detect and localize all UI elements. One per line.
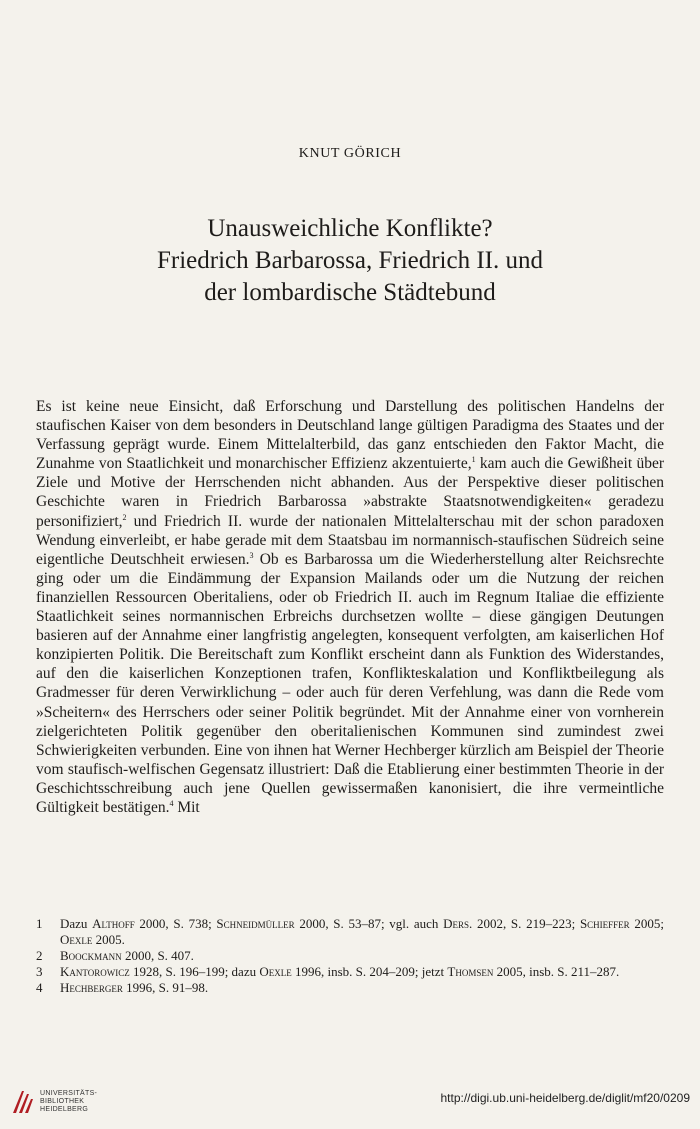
footnote-number: 2 — [36, 948, 43, 963]
citation-text: 2000, S. 738; — [134, 916, 217, 931]
footnote-text — [60, 948, 664, 964]
footnote-ref-1[interactable]: 1 — [471, 455, 476, 465]
citation-text: 2005, insb. S. 211–287. — [493, 964, 620, 979]
title-line-3: der lombardische Städtebund — [204, 279, 496, 306]
footnote-ref-3[interactable]: 3 — [249, 550, 254, 560]
title-line-2: Friedrich Barbarossa, Friedrich II. und — [157, 247, 543, 274]
footnote-number: 1 — [36, 916, 43, 931]
logo-line-3: HEIDELBERG — [40, 1106, 89, 1113]
paragraph — [36, 397, 664, 817]
logo-line-2: BIBLIOTHEK — [40, 1098, 85, 1105]
text-segment: Es ist keine neue Einsicht, daß Erforschung und Darstellung des politischen Handelns der staufischen Kaiser von dem besonders in Deutschland lange gültigen Paradigma des Staates und der Verfassung geprägt wurde. Einem Mittelalterbild, das ganz entschieden den Faktor Macht, die Zunahme von Staatlichkeit und monarchischer Effizienz akzentuierte, — [36, 398, 664, 473]
citation-text: 1996, insb. S. 204–209; jetzt — [291, 964, 448, 979]
footnote-3 — [36, 964, 664, 980]
citation-author: Schneidmüller — [216, 916, 295, 931]
footnote-4 — [36, 980, 664, 996]
citation-text: 2002, S. 219–223; — [472, 916, 580, 931]
citation-text: 2000, S. 407. — [121, 948, 194, 963]
citation-author: Kantorowicz — [60, 964, 130, 979]
library-emblem-icon — [10, 1089, 34, 1115]
citation-author: Althoff — [92, 916, 135, 931]
citation-author: Oexle — [259, 964, 292, 979]
citation-author: Ders. — [443, 916, 473, 931]
source-url[interactable]: http://digi.ub.uni-heidelberg.de/diglit/mf20/0209 — [440, 1091, 690, 1105]
library-logo[interactable] — [10, 1089, 97, 1115]
text-segment: Ob es Barbarossa um die Wiederherstellung alter Reichsrechte ging oder um die Eindämmung der Expansion Mailands oder um die Nutzung der reichen finanziellen Ressourcen Oberitaliens, oder ob Friedrich II. auch im Regnum Italiae die effiziente Staatlichkeit seines normannischen Erbreichs durchsetzen wollte – diese gängigen Deutungen basieren auf der Annahme einer langfristig angelegten, konsequent verfolgten, am kaiserlichen Hof konzipierten Politik. Die Bereitschaft zum Konflikt erscheint dann als Funktion des Widerstandes, auf den die kaiserlichen Konzeptionen trafen, Konflikteskalation und Konfliktbeilegung als Gradmesser für deren Verwirklichung – oder auch für deren Verfehlung, was dann die Rede vom »Scheitern« des Herrschers oder seiner Politik begründet. Mit der Annahme einer von vornherein zielgerichteten Politik gegenüber den oberitalienischen Kommunen sind zumindest zwei Schwierigkeiten verbunden. Eine von ihnen hat Werner Hechberger kürzlich am Beispiel der Theorie vom staufisch-welfischen Gegensatz illustriert: Daß die Etablierung einer bestimmten Theorie in der Geschichtsschreibung auch jene Quellen gewissermaßen kanonisiert, die ihre vermeintliche Gültigkeit bestätigen. — [36, 550, 664, 816]
footnote-text — [60, 964, 664, 980]
footnote-number: 4 — [36, 980, 43, 995]
footnote-2 — [36, 948, 664, 964]
title-line-1: Unausweichliche Konflikte? — [207, 215, 493, 242]
text-segment: und Friedrich II. wurde der nationalen Mittelalterschau mit der schon paradoxen Wendung einverleibt, er habe gerade mit dem Staatsbau im normannisch-staufischen Südreich seine eigentliche Deutschheit erwiesen. — [36, 512, 664, 568]
library-name — [40, 1090, 97, 1114]
footnote-number: 3 — [36, 964, 43, 979]
body-text — [36, 397, 664, 817]
citation-text: 1928, S. 196–199; dazu — [129, 964, 260, 979]
show-through-header — [30, 60, 670, 79]
citation-author: Oexle — [60, 932, 93, 947]
citation-text: 2005. — [92, 932, 125, 947]
footnote-text — [60, 980, 664, 996]
citation-author: Thomsen — [447, 964, 494, 979]
citation-text: 2005; — [629, 916, 665, 931]
footnote-ref-2[interactable]: 2 — [122, 512, 127, 522]
article-title — [0, 213, 700, 309]
author-name: KNUT GÖRICH — [298, 146, 402, 161]
footnotes — [36, 916, 664, 996]
logo-line-1: UNIVERSITÄTS- — [40, 1090, 98, 1097]
citation-author: Schieffer — [579, 916, 630, 931]
text-segment: Mit — [173, 798, 200, 816]
citation-text: 1996, S. 91–98. — [122, 980, 209, 995]
citation-author: Boockmann — [60, 948, 122, 963]
citation-author: Hechberger — [60, 980, 123, 995]
citation-text: Dazu — [60, 916, 93, 931]
footnote-text — [60, 916, 664, 948]
text-segment: kam auch die Gewißheit über Ziele und Motive der Herrschenden nicht abhanden. Aus der Perspektive dieser politischen Geschichte waren in Friedrich Barbarossa »abstrakte Staatsnotwendigkeiten« geradezu personifiziert, — [36, 455, 664, 530]
footnote-ref-4[interactable]: 4 — [169, 798, 174, 808]
footnote-1 — [36, 916, 664, 948]
citation-text: 2000, S. 53–87; vgl. auch — [294, 916, 444, 931]
